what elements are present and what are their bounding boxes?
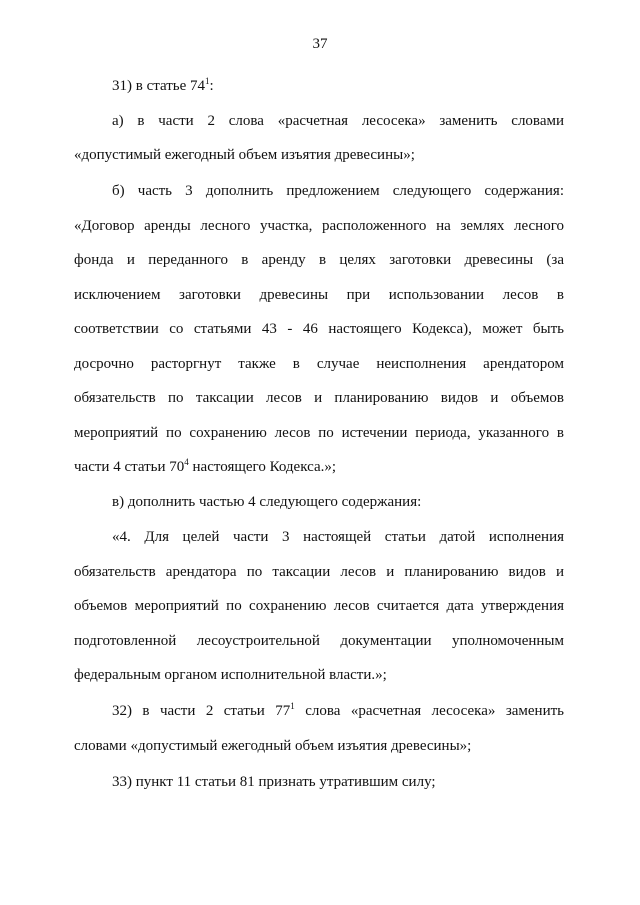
text-run: «Договор аренды лесного участка, расположенного на землях лесного — [74, 218, 564, 234]
paragraph-line — [74, 217, 564, 235]
paragraph-line — [74, 286, 564, 304]
paragraph-line — [74, 458, 564, 476]
paragraph-line — [74, 146, 564, 164]
text-run: «допустимый ежегодный объем изъятия древесины»; — [74, 147, 415, 163]
superscript-index: 1 — [205, 76, 210, 86]
text-run: части 4 статьи 70 — [74, 459, 185, 475]
paragraph-line — [112, 112, 564, 130]
text-run: обязательств арендатора по таксации лесов и планированию видов и — [74, 564, 564, 580]
paragraph-line — [112, 493, 564, 511]
text-run: фонда и переданного в аренду в целях заготовки древесины (за — [74, 252, 564, 268]
text-run: подготовленной лесоустроительной документации уполномоченным — [74, 633, 564, 649]
text-run: «4. Для целей части 3 настоящей статьи датой исполнения — [112, 529, 564, 545]
paragraph-line — [74, 320, 564, 338]
superscript-index: 1 — [290, 701, 295, 711]
page-number: 37 — [312, 36, 328, 52]
text-run: федеральным органом исполнительной власти.»; — [74, 667, 387, 683]
text-run: в) дополнить частью 4 следующего содержания: — [112, 494, 422, 510]
text-run: объемов мероприятий по сохранению лесов считается дата утверждения — [74, 598, 564, 614]
text-run: настоящего Кодекса.»; — [188, 459, 337, 475]
paragraph-line — [74, 563, 564, 581]
text-run: 31) в статье 74 — [112, 78, 206, 94]
paragraph-line — [74, 389, 564, 407]
text-run: досрочно расторгнут также в случае неисполнения арендатором — [74, 356, 564, 372]
paragraph-line — [112, 182, 564, 200]
paragraph-line — [112, 528, 564, 546]
text-run: : — [209, 78, 214, 94]
paragraph-line — [74, 737, 564, 755]
text-run: слова «расчетная лесосека» заменить — [294, 703, 565, 719]
paragraph-line — [74, 597, 564, 615]
paragraph-line — [112, 773, 564, 791]
text-run: словами «допустимый ежегодный объем изъятия древесины»; — [74, 738, 472, 754]
paragraph-line — [74, 632, 564, 650]
paragraph-line — [74, 424, 564, 442]
paragraph-line — [74, 666, 564, 684]
text-run: 32) в части 2 статьи 77 — [112, 703, 291, 719]
text-run: обязательств по таксации лесов и планированию видов и объемов — [74, 390, 564, 406]
superscript-index: 4 — [184, 457, 189, 467]
paragraph-line — [112, 77, 564, 95]
text-run: а) в части 2 слова «расчетная лесосека» заменить словами — [112, 113, 564, 129]
text-run: 33) пункт 11 статьи 81 признать утратившим силу; — [112, 774, 436, 790]
text-run: б) часть 3 дополнить предложением следующего содержания: — [112, 183, 564, 199]
text-run: мероприятий по сохранению лесов по истечении периода, указанного в — [74, 425, 564, 441]
text-run: исключением заготовки древесины при использовании лесов в — [74, 287, 564, 303]
paragraph-line — [74, 355, 564, 373]
paragraph-line — [74, 251, 564, 269]
text-run: соответствии со статьями 43 - 46 настоящего Кодекса), может быть — [74, 321, 564, 337]
paragraph-line — [112, 702, 564, 720]
